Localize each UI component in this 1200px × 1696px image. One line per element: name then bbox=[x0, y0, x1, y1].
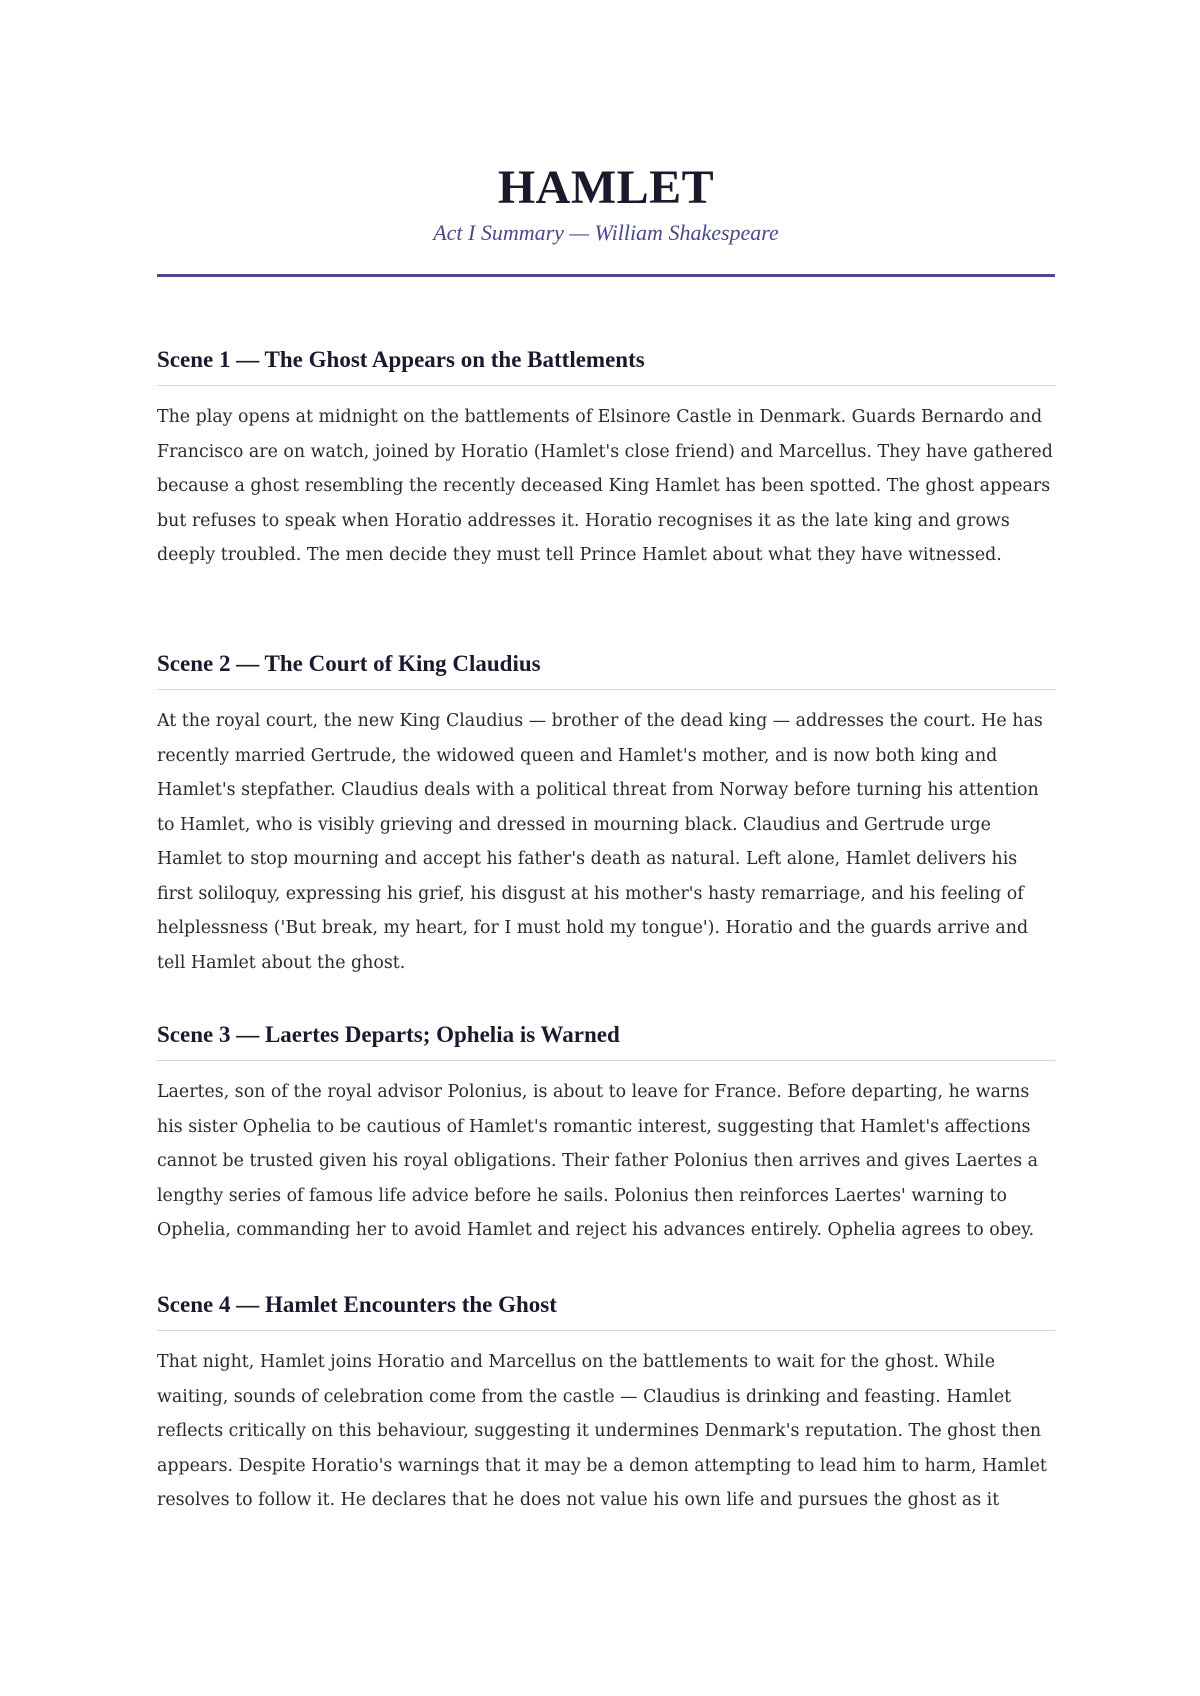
document-page bbox=[157, 0, 1055, 1510]
scene-section bbox=[157, 1290, 1055, 1518]
scene-heading: Scene 1 — The Ghost Appears on the Battlements bbox=[157, 345, 1055, 386]
scene-summary: The play opens at midnight on the battlements of Elsinore Castle in Denmark. Guards Bernardo and Francisco are on watch, joined by Horatio (Hamlet's close friend) and Marcellus. They have gathered because a ghost resembling the recently deceased King Hamlet has been spotted. The ghost appears but refuses to speak when Horatio addresses it. Horatio recognises it as the late king and grows deeply troubled. The men decide they must tell Prince Hamlet about what they have witnessed. bbox=[157, 407, 1053, 565]
scene-section bbox=[157, 345, 1055, 573]
document-title: HAMLET bbox=[497, 161, 715, 214]
scene-heading: Scene 3 — Laertes Departs; Ophelia is Warned bbox=[157, 1020, 1055, 1061]
scene-heading: Scene 2 — The Court of King Claudius bbox=[157, 649, 1055, 690]
scene-section bbox=[157, 649, 1055, 980]
scene-section bbox=[157, 1020, 1055, 1248]
document-header bbox=[157, 0, 1055, 277]
document-subtitle: Act I Summary — William Shakespeare bbox=[433, 220, 779, 245]
scene-summary: At the royal court, the new King Claudius — brother of the dead king — addresses the court. He has recently married Gertrude, the widowed queen and Hamlet's mother, and is now both king and Hamlet's stepfather. Claudius deals with a political threat from Norway before turning his attention to Hamlet, who is visibly grieving and dressed in mourning black. Claudius and Gertrude urge Hamlet to stop mourning and accept his father's death as natural. Left alone, Hamlet delivers his first soliloquy, expressing his grief, his disgust at his mother's hasty remarriage, and his feeling of helplessness ('But break, my heart, for I must hold my tongue'). Horatio and the guards arrive and tell Hamlet about the ghost. bbox=[157, 711, 1043, 973]
scene-summary: Laertes, son of the royal advisor Polonius, is about to leave for France. Before departing, he warns his sister Ophelia to be cautious of Hamlet's romantic interest, suggesting that Hamlet's affections cannot be trusted given his royal obligations. Their father Polonius then arrives and gives Laertes a lengthy series of famous life advice before he sails. Polonius then reinforces Laertes' warning to Ophelia, commanding her to avoid Hamlet and reject his advances entirely. Ophelia agrees to obey. bbox=[157, 1082, 1039, 1240]
scene-heading: Scene 4 — Hamlet Encounters the Ghost bbox=[157, 1290, 1055, 1331]
scene-summary: That night, Hamlet joins Horatio and Marcellus on the battlements to wait for the ghost. While waiting, sounds of celebration come from the castle — Claudius is drinking and feasting. Hamlet reflects critically on this behaviour, suggesting it undermines Denmark's reputation. The ghost then appears. Despite Horatio's warnings that it may be a demon attempting to lead him to harm, Hamlet resolves to follow it. He declares that he does not value his own life and pursues the ghost as it bbox=[157, 1352, 1047, 1510]
header-divider bbox=[157, 274, 1055, 277]
